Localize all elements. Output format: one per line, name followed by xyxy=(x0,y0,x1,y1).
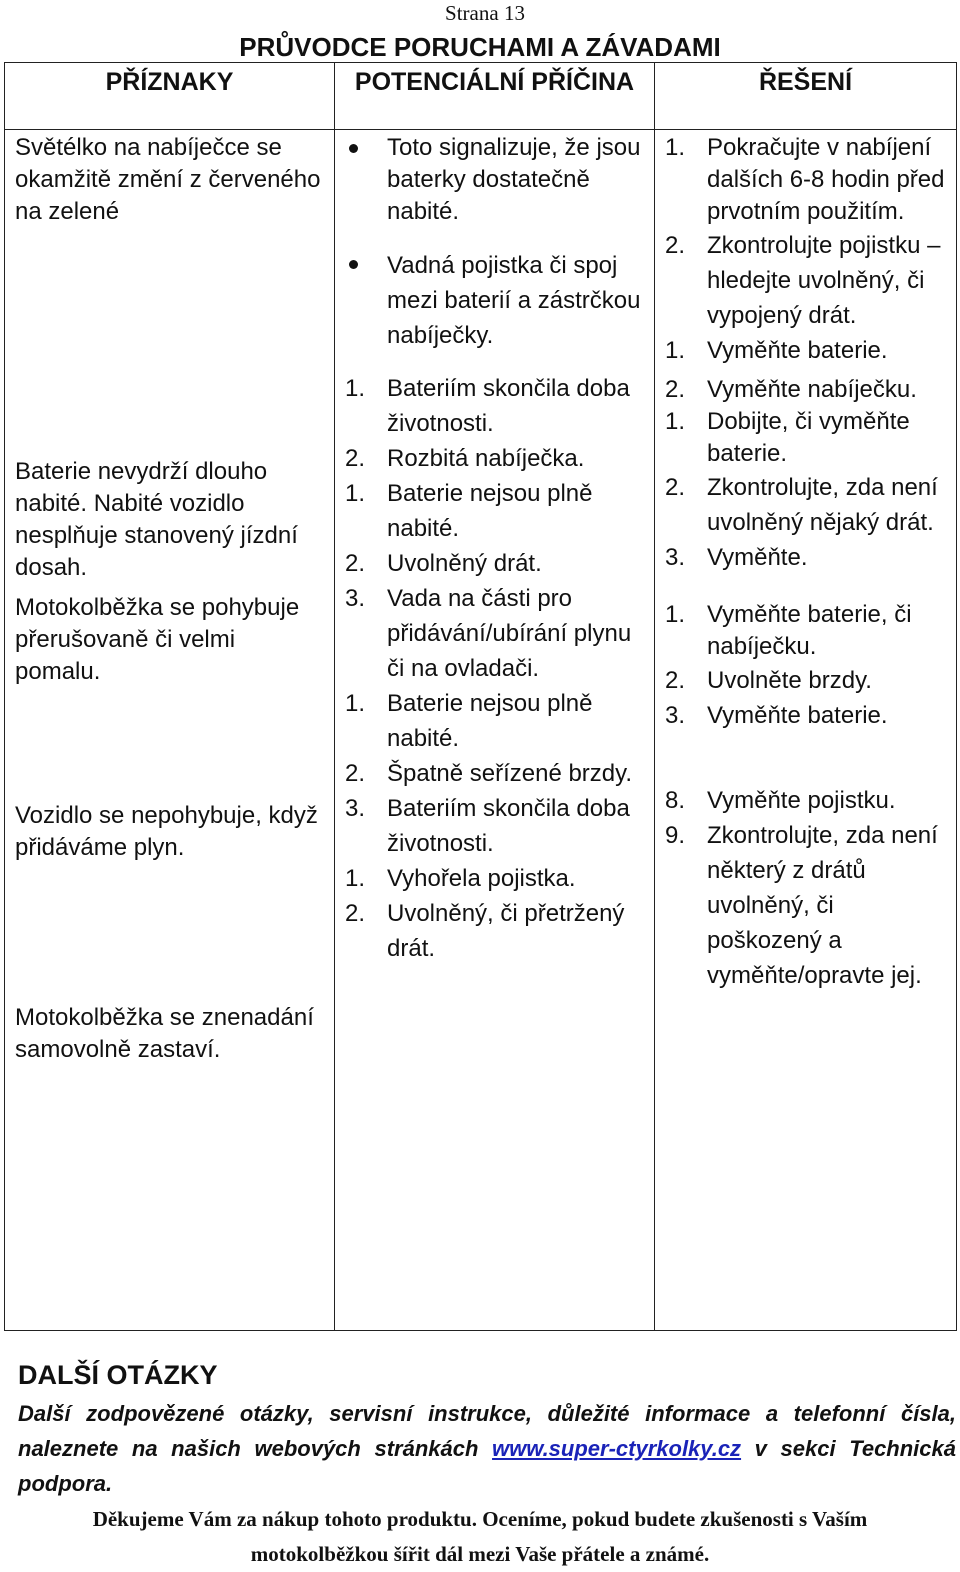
solution-step xyxy=(665,228,948,333)
step-text: Baterie nejsou plně nabité. xyxy=(387,480,593,542)
solution-step xyxy=(665,132,948,228)
bullet-icon xyxy=(349,144,358,153)
cause-step xyxy=(345,756,646,791)
causes-cell xyxy=(335,130,655,1331)
cause-bullet-item xyxy=(345,132,646,228)
cause-bullet-list xyxy=(345,132,646,353)
solution-step xyxy=(665,470,948,540)
step-number: 1. xyxy=(345,375,366,402)
step-text: Dobijte, či vyměňte baterie. xyxy=(707,408,910,467)
cause-step xyxy=(345,581,646,686)
cause-step xyxy=(345,476,646,546)
bullet-icon xyxy=(349,260,358,269)
step-number: 9. xyxy=(665,822,686,849)
cause-step xyxy=(345,791,646,861)
step-number: 1. xyxy=(345,865,366,892)
cause-group xyxy=(345,861,646,966)
step-text: Vyměňte pojistku. xyxy=(707,787,896,814)
guide-title: PRŮVODCE PORUCHAMI A ZÁVADAMI xyxy=(239,32,721,62)
symptom-item: Motokolběžka se pohybuje přerušovaně či velmi pomalu. xyxy=(15,594,300,685)
solution-group xyxy=(665,406,948,575)
more-questions-text xyxy=(18,1396,956,1501)
symptom-item: Vozidlo se nepohybuje, když přidáváme plyn. xyxy=(15,802,318,861)
symptom-item: Světélko na nabíječce se okamžitě změní z červeného na zelené xyxy=(15,134,321,225)
more-questions-title: DALŠÍ OTÁZKY xyxy=(18,1360,218,1390)
troubleshooting-table xyxy=(4,62,957,1331)
solution-step xyxy=(665,818,948,993)
step-number: 2. xyxy=(345,550,366,577)
step-text: Zkontrolujte, zda není uvolněný nějaký drát. xyxy=(707,474,938,536)
solution-group xyxy=(665,132,948,333)
step-text: Zkontrolujte, zda není některý z drátů uvolněný, či poškozený a vyměňte/opravte jej. xyxy=(707,822,938,989)
step-text: Vyměňte nabíječku. xyxy=(707,376,917,403)
step-number: 2. xyxy=(665,376,686,403)
page-number: Strana 13 xyxy=(445,1,525,25)
thanks-note xyxy=(0,1502,960,1572)
step-number: 2. xyxy=(665,474,686,501)
more-text-before: Další zodpovězené otázky, servisní instrukce, důležité informace a telefonní čísla, naleznete na našich webových stránkách xyxy=(18,1401,956,1461)
cause-step xyxy=(345,371,646,441)
step-number: 3. xyxy=(665,702,686,729)
step-text: Uvolněný drát. xyxy=(387,550,542,577)
step-text: Vada na části pro přidávání/ubírání plynu či na ovladači. xyxy=(387,585,632,682)
page-header xyxy=(0,0,960,26)
step-number: 8. xyxy=(665,787,686,814)
solutions-cell xyxy=(655,130,957,1331)
cause-step xyxy=(345,861,646,896)
solution-group xyxy=(665,783,948,993)
cause-group xyxy=(345,476,646,686)
step-number: 1. xyxy=(665,601,686,628)
website-link[interactable]: www.super-ctyrkolky.cz xyxy=(492,1436,742,1461)
step-number: 3. xyxy=(345,795,366,822)
cause-step xyxy=(345,896,646,966)
step-number: 2. xyxy=(665,667,686,694)
solution-group xyxy=(665,333,948,406)
cause-text: Vadná pojistka či spoj mezi baterií a zástrčkou nabíječky. xyxy=(387,252,641,349)
solution-step xyxy=(665,698,948,733)
cause-step xyxy=(345,441,646,476)
cause-step xyxy=(345,546,646,581)
symptom-item: Baterie nevydrží dlouho nabité. Nabité vozidlo nesplňuje stanovený jízdní dosah. xyxy=(15,458,298,581)
solution-step xyxy=(665,333,948,368)
solution-step xyxy=(665,406,948,470)
cause-group xyxy=(345,686,646,861)
step-text: Bateriím skončila doba životnosti. xyxy=(387,795,630,857)
step-text: Uvolněte brzdy. xyxy=(707,667,872,694)
step-number: 1. xyxy=(345,690,366,717)
cause-bullet-item xyxy=(345,248,646,353)
column-header-solutions: ŘEŠENÍ xyxy=(655,63,957,130)
step-number: 3. xyxy=(665,544,686,571)
step-number: 3. xyxy=(345,585,366,612)
step-text: Vyhořela pojistka. xyxy=(387,865,576,892)
step-number: 2. xyxy=(345,900,366,927)
solution-step xyxy=(665,540,948,575)
step-number: 2. xyxy=(665,232,686,259)
step-text: Vyměňte baterie. xyxy=(707,337,888,364)
step-number: 1. xyxy=(665,408,686,435)
step-text: Zkontrolujte pojistku –hledejte uvolněný, či vypojený drát. xyxy=(707,232,941,329)
step-text: Špatně seřízené brzdy. xyxy=(387,760,633,787)
step-number: 1. xyxy=(345,480,366,507)
solution-step xyxy=(665,599,948,663)
step-text: Vyměňte baterie. xyxy=(707,702,888,729)
step-text: Vyměňte baterie, či nabíječku. xyxy=(707,601,912,660)
more-text-after: v sekci Technická podpora. xyxy=(18,1436,956,1496)
solution-step xyxy=(665,783,948,818)
solution-step xyxy=(665,374,948,406)
cause-group xyxy=(345,371,646,476)
step-number: 1. xyxy=(665,134,686,161)
column-header-causes: POTENCIÁLNÍ PŘÍČINA xyxy=(335,63,655,130)
step-text: Rozbitá nabíječka. xyxy=(387,445,585,472)
solution-step xyxy=(665,663,948,698)
symptoms-cell xyxy=(5,130,335,1331)
solution-group xyxy=(665,599,948,733)
step-number: 2. xyxy=(345,760,366,787)
step-text: Baterie nejsou plně nabité. xyxy=(387,690,593,752)
step-text: Uvolněný, či přetržený drát. xyxy=(387,900,625,962)
thanks-line: Děkujeme Vám za nákup tohoto produktu. Oceníme, pokud budete zkušenosti s Vaším xyxy=(92,1507,868,1531)
step-text: Vyměňte. xyxy=(707,544,808,571)
symptom-item: Motokolběžka se znenadání samovolně zastaví. xyxy=(15,1004,314,1063)
cause-text: Toto signalizuje, že jsou baterky dostatečně nabité. xyxy=(387,134,641,225)
step-text: Pokračujte v nabíjení dalších 6-8 hodin před prvotním použitím. xyxy=(707,134,945,225)
step-number: 1. xyxy=(665,337,686,364)
cause-step xyxy=(345,686,646,756)
column-header-symptoms: PŘÍZNAKY xyxy=(5,63,335,130)
thanks-line: motokolběžkou šířit dál mezi Vaše přátele a známé. xyxy=(250,1542,710,1566)
step-text: Bateriím skončila doba životnosti. xyxy=(387,375,630,437)
step-number: 2. xyxy=(345,445,366,472)
